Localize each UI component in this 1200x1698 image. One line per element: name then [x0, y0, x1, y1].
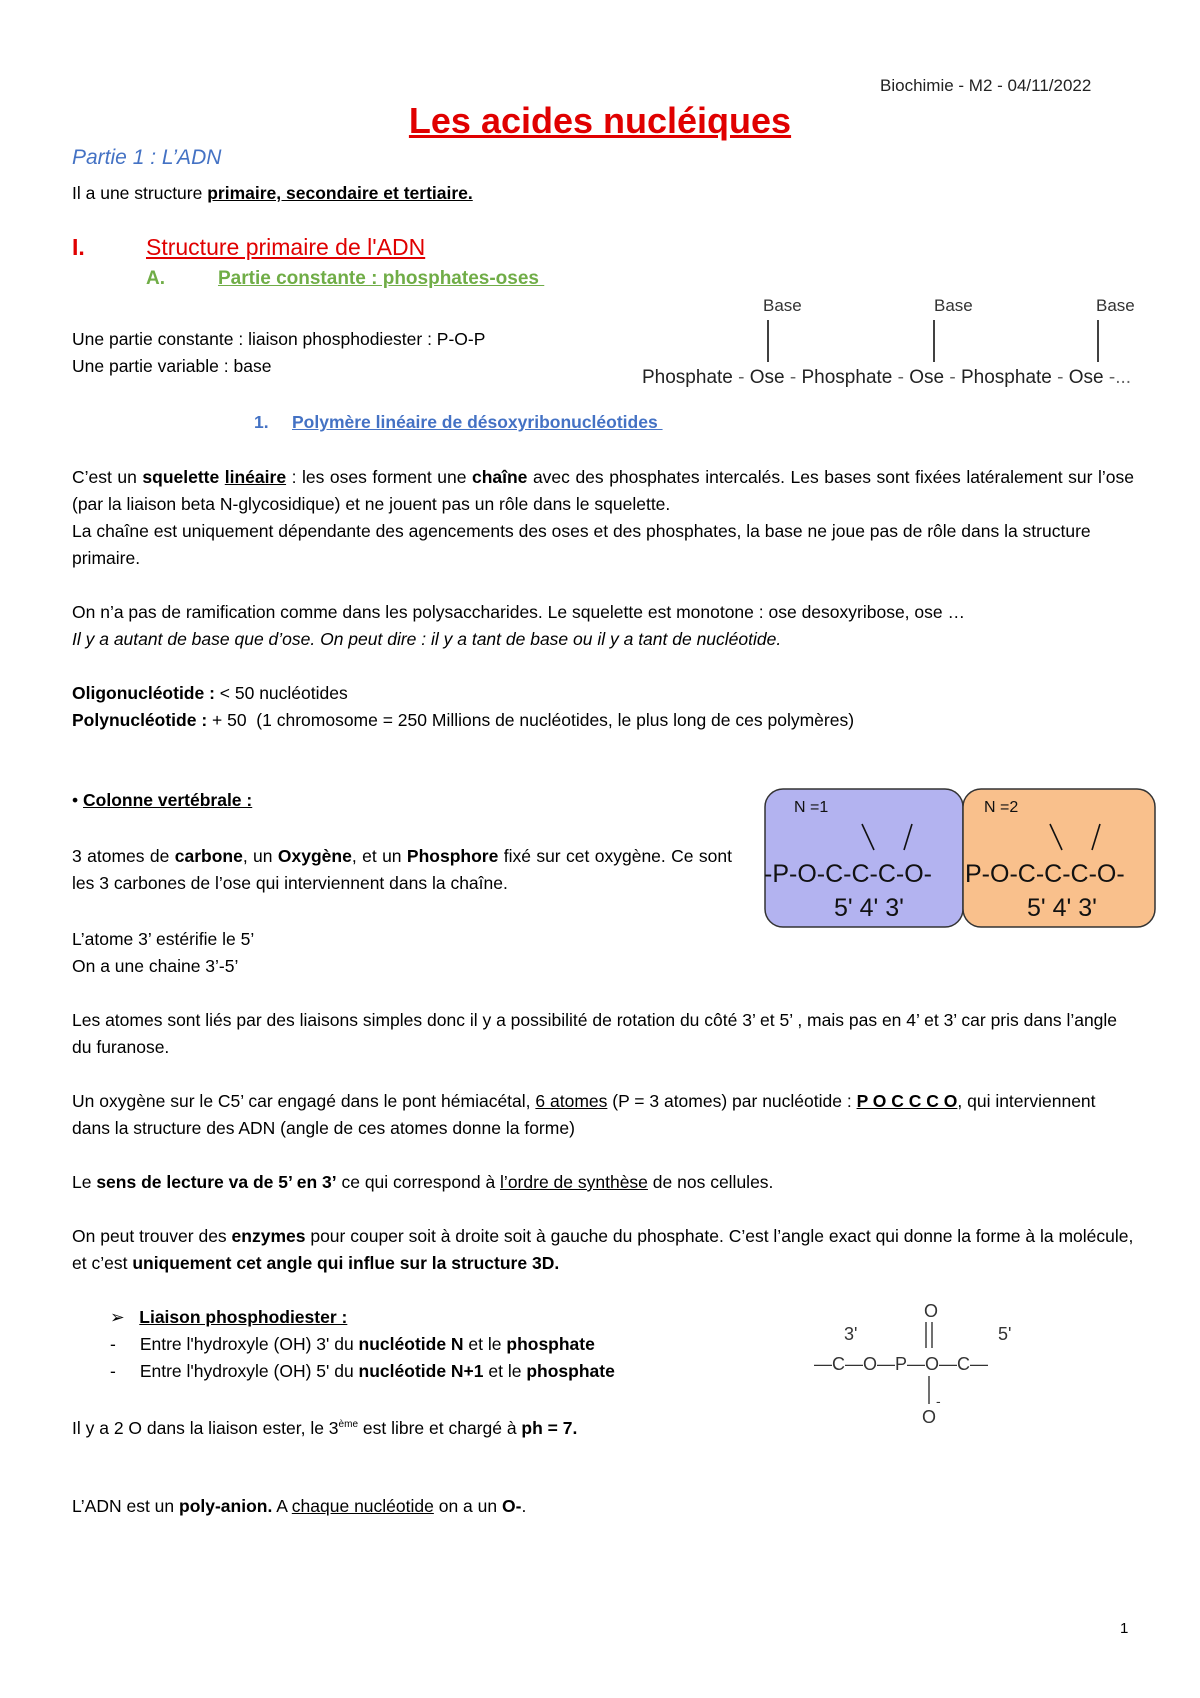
- box2-label: N =2: [984, 799, 1019, 816]
- label-3-prime: 3': [844, 1324, 858, 1344]
- phosphate-ose-chain-diagram: [640, 290, 1180, 390]
- paragraph-sens-lecture: Le sens de lecture va de 5’ en 3’ ce qui correspond à l’ordre de synthèse de nos cellules.: [72, 1172, 774, 1192]
- base-label-1: Base: [763, 296, 802, 315]
- page-number: 1: [1120, 1620, 1129, 1637]
- box1-numbers: 5' 4' 3': [834, 894, 904, 922]
- liaison-item-1: - Entre l'hydroxyle (OH) 3' du nucléotide N et le phosphate: [110, 1334, 595, 1354]
- liaison-heading: ➢ Liaison phosphodiester :: [110, 1307, 348, 1327]
- subsection-letter: A.: [146, 268, 165, 289]
- top-oxygen: O: [924, 1301, 939, 1321]
- paragraph-enzymes: On peut trouver des enzymes pour couper soit à droite soit à gauche du phosphate. C’est l’angle exact qui donne la forme à la molécule, et c’est uniquement cet angle qui influe sur la structure 3D.: [72, 1226, 1134, 1273]
- sub-title: Polymère linéaire de désoxyribonucléotides: [292, 412, 663, 432]
- intro-line: [72, 180, 473, 206]
- base-label-2: Base: [934, 296, 973, 315]
- paragraph-autant-base: Il y a autant de base que d’ose. On peut dire : il y a tant de base ou il y a tant de nucléotide.: [72, 629, 782, 649]
- box1-chain: -P-O-C-C-C-O-: [764, 860, 933, 888]
- box2-chain: P-O-C-C-C-O-: [965, 860, 1125, 888]
- paragraph-liaisons-simples: Les atomes sont liés par des liaisons simples donc il y a possibilité de rotation du côté 3’ et 5’ , mais pas en 4’ et 3’ car pris dans l’angle du furanose.: [72, 1010, 1118, 1057]
- constant-line: Une partie constante : liaison phosphodiester : P-O-P: [72, 329, 486, 349]
- paragraph-chaine: La chaîne est uniquement dépendante des agencements des oses et des phosphates, la base ne joue pas de rôle dans la structure primaire.: [72, 521, 1091, 568]
- sub-number: 1.: [254, 412, 269, 432]
- phosphodiester-structure-diagram: [812, 1298, 1052, 1428]
- paragraph-atomes: 3 atomes de carbone, un Oxygène, et un Phosphore fixé sur cet oxygène. Ce sont les 3 carbones de l’ose qui interviennent dans la chaîne.: [72, 846, 732, 893]
- box2-numbers: 5' 4' 3': [1027, 894, 1097, 922]
- negative-charge: -: [936, 1393, 941, 1409]
- section-title: Structure primaire de l'ADN: [146, 234, 426, 260]
- paragraph-squelette: C’est un squelette linéaire : les oses forment une chaîne avec des phosphates intercalés. Les bases sont fixées latéralement sur l’ose (par la liaison beta N-glycosidique) et ne jouent pas un rôle dans le squelette.: [72, 467, 1134, 514]
- intro-underlined: primaire, secondaire et tertiaire.: [207, 183, 473, 203]
- paragraph-ester: Il y a 2 O dans la liaison ester, le 3ème est libre et chargé à ph = 7.: [72, 1417, 578, 1438]
- bottom-oxygen: O: [922, 1407, 937, 1427]
- phosphodiester-chain: —C—O—P—O—C—: [814, 1354, 989, 1374]
- colonne-heading: • Colonne vertébrale :: [72, 790, 253, 810]
- paragraph-chaine-3-5: On a une chaine 3’-5’: [72, 956, 239, 976]
- variable-line: Une partie variable : base: [72, 356, 272, 376]
- polynucleotide-line: Polynucléotide : + 50 (1 chromosome = 250 Millions de nucléotides, le plus long de ces polymères): [72, 710, 855, 730]
- nucleotide-chain-diagram: [762, 786, 1162, 934]
- paragraph-ramification: On n’a pas de ramification comme dans les polysaccharides. Le squelette est monotone : ose desoxyribose, ose …: [72, 602, 965, 622]
- page-title: Les acides nucléiques: [408, 100, 792, 141]
- base-label-3: Base: [1096, 296, 1135, 315]
- paragraph-oxygene-c5: Un oxygène sur le C5’ car engagé dans le pont hémiacétal, 6 atomes (P = 3 atomes) par nucléotide : P O C C C O, qui interviennent dans la structure des ADN (angle de ces atomes donne la forme): [72, 1091, 1096, 1138]
- section-number: I.: [72, 234, 85, 260]
- paragraph-esterifie: L’atome 3’ estérifie le 5’: [72, 929, 255, 949]
- header-meta: Biochimie - M2 - 04/11/2022: [880, 76, 1092, 95]
- liaison-item-2: - Entre l'hydroxyle (OH) 5' du nucléotide N+1 et le phosphate: [110, 1361, 615, 1381]
- intro-prefix: Il a une structure: [72, 183, 208, 203]
- paragraph-poly-anion: L’ADN est un poly-anion. A chaque nucléotide on a un O-.: [72, 1496, 527, 1516]
- label-5-prime: 5': [998, 1324, 1012, 1344]
- subsection-title: Partie constante : phosphates-oses: [218, 268, 545, 289]
- oligonucleotide-line: Oligonucléotide : < 50 nucléotides: [72, 683, 348, 703]
- box1-label: N =1: [794, 799, 829, 816]
- chain-text: Phosphate - Ose - Phosphate - Ose - Phosphate - Ose -...: [642, 367, 1132, 388]
- part-heading: Partie 1 : L’ADN: [72, 146, 222, 169]
